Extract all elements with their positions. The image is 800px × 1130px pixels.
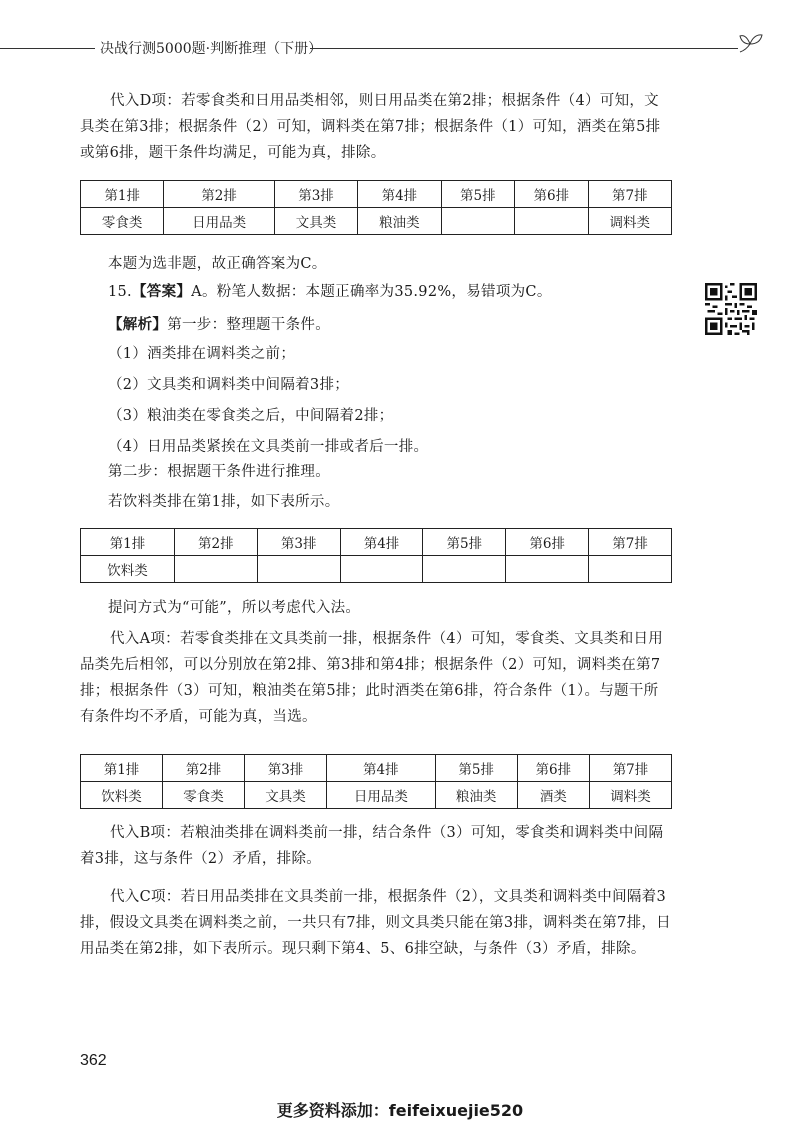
table-cell <box>506 556 589 583</box>
qr-code <box>705 283 757 335</box>
table-cell: 文具类 <box>245 782 327 809</box>
table-cell: 第4排 <box>340 529 423 556</box>
table-cell: 第5排 <box>423 529 506 556</box>
option-a-paragraph: 代入A项：若零食类排在文具类前一排，根据条件（4）可知，零食类、文具类和日用品类先后相邻，可以分别放在第2排、第3排和第4排；根据条件（2）可知，调料类在第7排；根据条件（3）可知，粮油类在第5排；此时酒类在第6排，符合条件（1）。与题干所有条件均不矛盾，可能为真，当选。 <box>80 631 664 725</box>
table-cell: 第6排 <box>515 181 589 208</box>
table-cell <box>589 556 672 583</box>
analysis-tag: 【解析】 <box>108 316 168 333</box>
footer-note: 更多资料添加：feifeixuejie520 <box>276 1101 524 1120</box>
table-cell: 第1排 <box>81 755 163 782</box>
table-cell: 第6排 <box>506 529 589 556</box>
book-title: 决战行测5000题·判断推理（下册） <box>100 41 323 57</box>
table-cell: 第3排 <box>257 529 340 556</box>
option-c-paragraph: 代入C项：若日用品类排在文具类前一排，根据条件（2），文具类和调料类中间隔着3排，假设文具类在调料类之前，一共只有7排，则文具类只能在第3排，调料类在第7排，日用品类在第2排，如下表所示。现只剩下第4、5、6排空缺，与条件（3）矛盾，排除。 <box>80 889 671 957</box>
table-cell: 第7排 <box>589 529 672 556</box>
table-cell <box>515 208 589 235</box>
question-number: 15. <box>108 284 132 300</box>
table-cell: 第5排 <box>441 181 515 208</box>
table-cell: 第1排 <box>81 181 164 208</box>
table-cell <box>340 556 423 583</box>
table-cell: 第3排 <box>274 181 357 208</box>
table-cell: 粮油类 <box>435 782 517 809</box>
table-header-row <box>81 181 672 208</box>
table-row <box>81 208 672 235</box>
condition-item: （3）粮油类在零食类之后，中间隔着2排； <box>108 408 394 424</box>
table-header-row <box>81 529 672 556</box>
table-row <box>81 782 672 809</box>
q15-answer-line <box>108 280 552 304</box>
header-rule-left <box>0 48 95 49</box>
answer-text: A。粉笔人数据：本题正确率为35.92%，易错项为C。 <box>191 284 552 300</box>
table-cell: 第7排 <box>589 755 671 782</box>
method-text: 提问方式为“可能”，所以考虑代入法。 <box>108 600 361 616</box>
assumption-text: 若饮料类排在第1排，如下表所示。 <box>108 494 340 510</box>
table-cell: 日用品类 <box>327 782 436 809</box>
table-cell <box>423 556 506 583</box>
table-cell: 日用品类 <box>164 208 274 235</box>
table-cell: 第4排 <box>327 755 436 782</box>
sprout-icon <box>736 30 766 56</box>
row-table-assumption <box>80 528 672 583</box>
table-cell: 第6排 <box>517 755 589 782</box>
row-table-option-a <box>80 754 672 809</box>
table-cell: 饮料类 <box>81 782 163 809</box>
table-cell: 零食类 <box>163 782 245 809</box>
q14-conclusion: 本题为选非题，故正确答案为C。 <box>108 256 327 272</box>
step1-text: 第一步：整理题干条件。 <box>167 317 331 333</box>
page-number: 362 <box>80 1052 107 1069</box>
condition-item: （1）酒类排在调料类之前； <box>108 346 296 362</box>
table-cell: 第3排 <box>245 755 327 782</box>
table-cell: 文具类 <box>274 208 357 235</box>
table-row <box>81 556 672 583</box>
table-cell <box>257 556 340 583</box>
table-cell: 调料类 <box>588 208 671 235</box>
table-cell: 第1排 <box>81 529 175 556</box>
table-cell: 零食类 <box>81 208 164 235</box>
table-cell <box>441 208 515 235</box>
table-cell: 酒类 <box>517 782 589 809</box>
running-header <box>0 38 800 58</box>
table-cell: 第2排 <box>163 755 245 782</box>
step2-text: 第二步：根据题干条件进行推理。 <box>108 464 330 480</box>
condition-item: （2）文具类和调料类中间隔着3排； <box>108 377 350 393</box>
table-cell <box>174 556 257 583</box>
table-cell: 调料类 <box>589 782 671 809</box>
table-cell: 第7排 <box>588 181 671 208</box>
option-b-paragraph: 代入B项：若粮油类排在调料类前一排，结合条件（3）可知，零食类和调料类中间隔着3排，这与条件（2）矛盾，排除。 <box>80 825 664 867</box>
row-table-option-d <box>80 180 672 235</box>
answer-tag: 【答案】 <box>131 283 192 300</box>
table-cell: 第5排 <box>435 755 517 782</box>
option-d-paragraph: 代入D项：若零食类和日用品类相邻，则日用品类在第2排；根据条件（4）可知，文具类在第3排；根据条件（2）可知，调料类在第7排；根据条件（1）可知，酒类在第5排或第6排，题干条件均满足，可能为真，排除。 <box>80 93 661 161</box>
table-cell: 粮油类 <box>358 208 441 235</box>
condition-item: （4）日用品类紧挨在文具类前一排或者后一排。 <box>108 439 429 455</box>
table-header-row <box>81 755 672 782</box>
analysis-step1 <box>108 313 330 337</box>
table-cell: 第2排 <box>164 181 274 208</box>
table-cell: 第2排 <box>174 529 257 556</box>
header-rule-right <box>310 48 738 49</box>
table-cell: 饮料类 <box>81 556 175 583</box>
table-cell: 第4排 <box>358 181 441 208</box>
